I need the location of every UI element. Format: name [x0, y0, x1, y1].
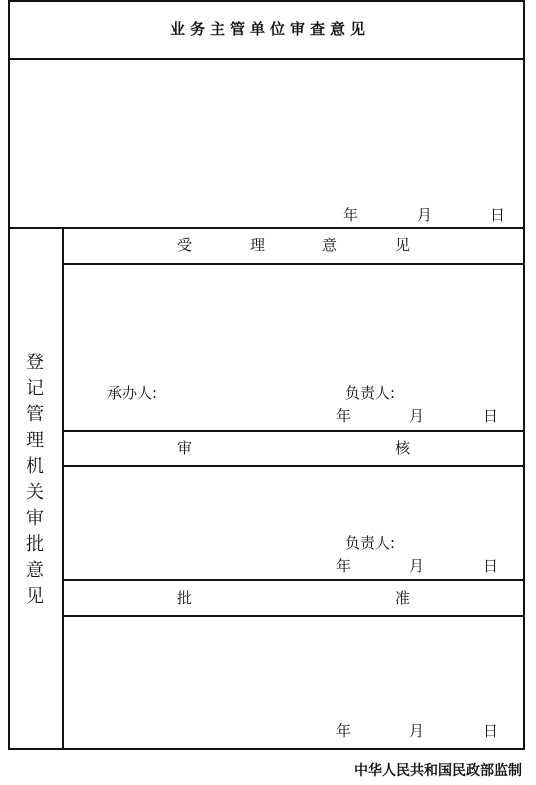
acceptance-responsible-label: 负责人:	[345, 384, 396, 402]
dept-opinion-title: 业务主管单位审查意见	[169, 20, 370, 38]
divider-approval-title	[62, 615, 525, 617]
review-date-day: 日	[483, 557, 499, 575]
divider-approval-top	[62, 579, 525, 581]
acceptance-title-char-3: 意	[322, 236, 338, 254]
approval-title-char-1: 批	[177, 589, 193, 607]
approval-date-month: 月	[409, 722, 425, 740]
review-responsible-label: 负责人:	[345, 534, 396, 552]
review-date-year: 年	[336, 557, 352, 575]
review-title-char-2: 核	[395, 439, 411, 457]
issuer-footer: 中华人民共和国民政部监制	[354, 763, 522, 779]
approval-date-day: 日	[483, 722, 499, 740]
dept-date-year: 年	[343, 206, 359, 224]
dept-date-month: 月	[417, 206, 433, 224]
divider-acceptance-title	[62, 263, 525, 265]
acceptance-title-char-1: 受	[177, 236, 193, 254]
handler-label: 承办人:	[107, 384, 158, 402]
acceptance-title-char-2: 理	[250, 236, 266, 254]
divider-title-1	[8, 58, 525, 60]
divider-review-title	[62, 465, 525, 467]
frame-right	[523, 0, 525, 750]
approval-date-year: 年	[336, 722, 352, 740]
registry-side-label: 登 记 管 理 机 关 审 批 意 见	[26, 352, 44, 607]
review-date-month: 月	[409, 557, 425, 575]
frame-left	[8, 0, 10, 750]
divider-review-top	[62, 430, 525, 432]
approval-title-char-2: 准	[395, 589, 411, 607]
frame-bottom	[8, 748, 525, 750]
acceptance-title-char-4: 见	[395, 236, 411, 254]
acceptance-date-month: 月	[409, 407, 425, 425]
divider-section-2	[8, 227, 525, 229]
dept-date-day: 日	[490, 206, 506, 224]
acceptance-date-day: 日	[483, 407, 499, 425]
acceptance-date-year: 年	[336, 407, 352, 425]
side-column-divider	[62, 227, 64, 750]
review-title-char-1: 审	[177, 439, 193, 457]
frame-top	[8, 0, 525, 2]
